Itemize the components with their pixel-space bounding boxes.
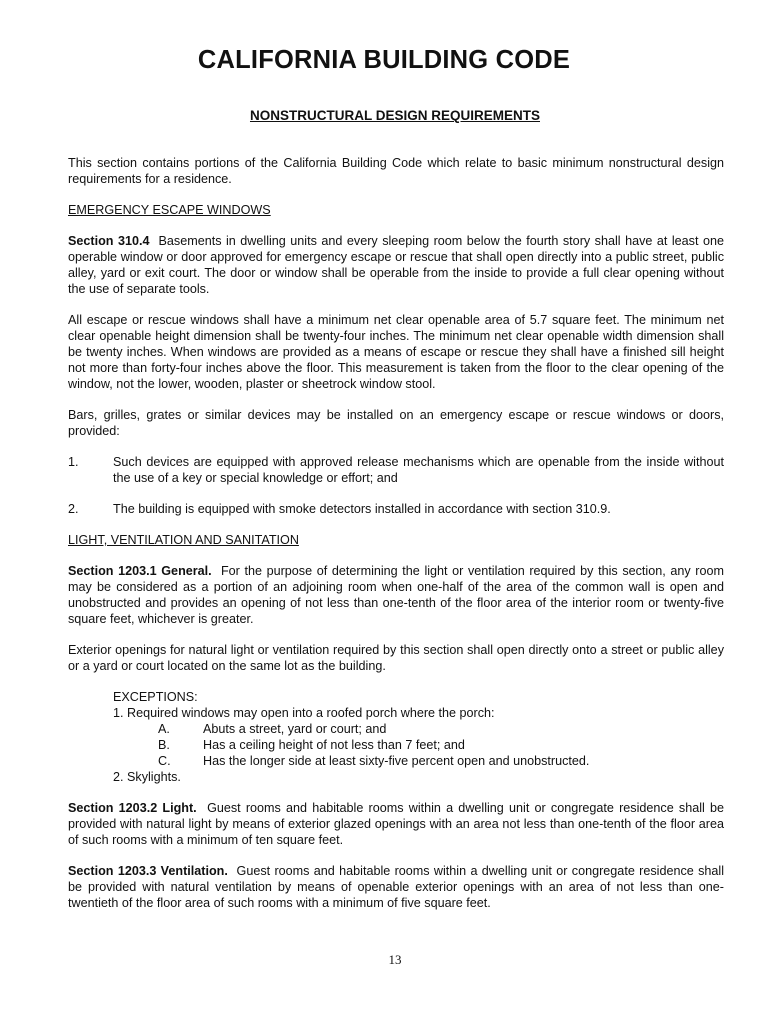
section-label: Section 310.4 bbox=[68, 234, 150, 248]
page-number: 13 bbox=[388, 952, 402, 967]
subitem-text: Has a ceiling height of not less than 7 feet; and bbox=[203, 738, 465, 752]
list-item-text: Such devices are equipped with approved release mechanisms which are openable from the inside without the use of a key or special knowledge or effort; and bbox=[113, 455, 724, 485]
subitem-letter: A. bbox=[158, 722, 170, 736]
section-1203-1-paragraph bbox=[68, 563, 724, 627]
subitem-letter: B. bbox=[158, 738, 170, 752]
page-subtitle: NONSTRUCTURAL DESIGN REQUIREMENTS bbox=[249, 108, 540, 123]
exceptions-block bbox=[113, 689, 724, 785]
list-item-text: The building is equipped with smoke detectors installed in accordance with section 310.9. bbox=[113, 502, 611, 516]
exception-subitem bbox=[158, 737, 724, 753]
section-label: Section 1203.1 General. bbox=[68, 564, 212, 578]
section-heading-light: LIGHT, VENTILATION AND SANITATION bbox=[68, 533, 299, 547]
exception-item: 2. Skylights. bbox=[113, 770, 181, 784]
list-item bbox=[68, 454, 724, 486]
section-1203-3-paragraph bbox=[68, 863, 724, 911]
exception-subitem bbox=[158, 753, 724, 769]
exception-subitem bbox=[158, 721, 724, 737]
section-text: Guest rooms and habitable rooms within a dwelling unit or congregate residence shall be provided with natural ventilation by means of openable exterior openings with an area of not less than one-twentieth of the floor area of such rooms with a minimum of five square feet. bbox=[68, 864, 724, 910]
list-item bbox=[68, 501, 724, 517]
list-item-number: 2. bbox=[68, 502, 79, 516]
bars-grilles-paragraph: Bars, grilles, grates or similar devices may be installed on an emergency escape or rescue windows or doors, provided: bbox=[68, 408, 724, 438]
section-text: Guest rooms and habitable rooms within a dwelling unit or congregate residence shall be provided with natural light by means of exterior glazed openings with an area not less than one-tenth of the floor area of such rooms with a minimum of ten square feet. bbox=[68, 801, 724, 847]
section-label: Section 1203.2 Light. bbox=[68, 801, 197, 815]
exterior-openings-paragraph: Exterior openings for natural light or ventilation required by this section shall open directly onto a street or public alley or a yard or court located on the same lot as the building. bbox=[68, 643, 724, 673]
section-text: Basements in dwelling units and every sleeping room below the fourth story shall have at least one operable window or door approved for emergency escape or rescue that shall open directly into a public street, public alley, yard or exit court. The door or window shall be operable from the inside to provide a full clear opening without the use of separate tools. bbox=[68, 234, 724, 296]
list-item-number: 1. bbox=[68, 455, 79, 469]
section-1203-2-paragraph bbox=[68, 800, 724, 848]
section-heading-escape: EMERGENCY ESCAPE WINDOWS bbox=[68, 203, 271, 217]
page-title: CALIFORNIA BUILDING CODE bbox=[197, 46, 571, 74]
document-body bbox=[68, 155, 724, 926]
exceptions-label: EXCEPTIONS: bbox=[113, 690, 198, 704]
section-310-4-paragraph bbox=[68, 233, 724, 297]
subitem-text: Abuts a street, yard or court; and bbox=[203, 722, 387, 736]
section-text: For the purpose of determining the light or ventilation required by this section, any room may be considered as a portion of an adjoining room when one-half of the area of the common wall is open and unobstructed and provides an opening of not less than one-tenth of the floor area of the interior room or twenty-five square feet, whichever is greater. bbox=[68, 564, 724, 626]
subitem-text: Has the longer side at least sixty-five percent open and unobstructed. bbox=[203, 754, 590, 768]
escape-window-dimensions-paragraph: All escape or rescue windows shall have a minimum net clear openable area of 5.7 square feet. The minimum net clear openable height dimension shall be twenty-four inches. The minimum net clear openable width dimension shall be twenty inches. When windows are provided as a means of escape or rescue they shall have a finished sill height not more than forty-four inches above the floor. This measurement is taken from the floor to the clear opening of the window, not the lower, wooden, plaster or sheetrock window stool. bbox=[68, 313, 724, 391]
exception-item: 1. Required windows may open into a roofed porch where the porch: bbox=[113, 706, 495, 720]
subitem-letter: C. bbox=[158, 754, 171, 768]
intro-paragraph: This section contains portions of the California Building Code which relate to basic minimum nonstructural design requirements for a residence. bbox=[68, 156, 724, 186]
section-label: Section 1203.3 Ventilation. bbox=[68, 864, 228, 878]
